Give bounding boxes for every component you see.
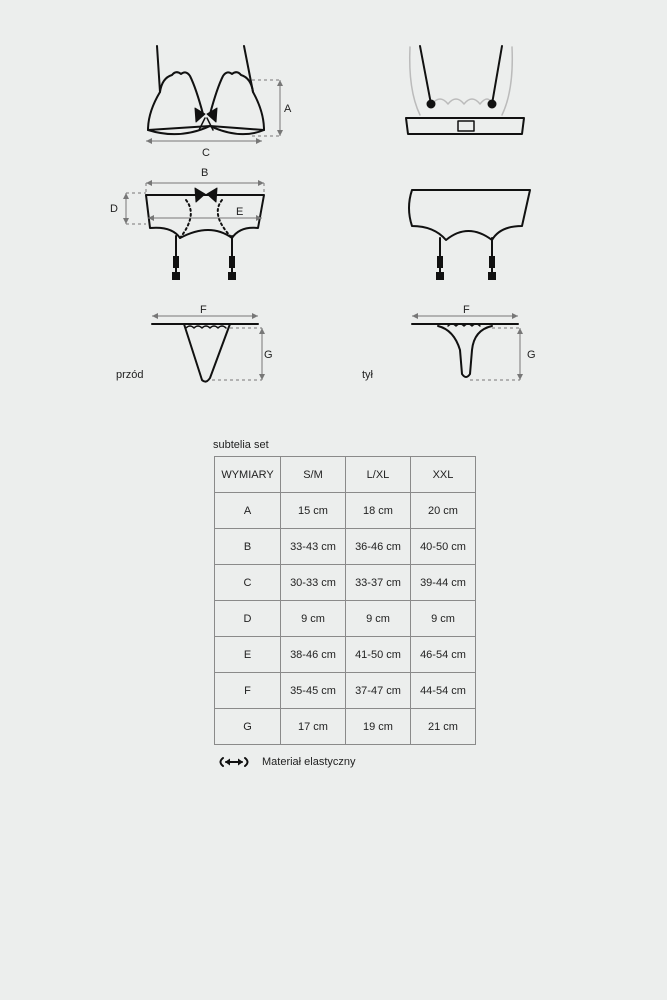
elastic-arrows-icon xyxy=(216,756,252,768)
table-cell: 41-50 cm xyxy=(346,637,411,673)
set-title: subtelia set xyxy=(213,439,269,451)
table-cell: 30-33 cm xyxy=(281,565,346,601)
table-cell: 15 cm xyxy=(281,493,346,529)
table-cell: G xyxy=(215,709,281,745)
table-cell: B xyxy=(215,529,281,565)
size-table xyxy=(214,456,476,745)
legend-label: Materiał elastyczny xyxy=(262,756,356,768)
header-cell: WYMIARY xyxy=(215,457,281,493)
table-cell: 9 cm xyxy=(281,601,346,637)
header-cell: S/M xyxy=(281,457,346,493)
bra-back-drawing xyxy=(406,46,524,134)
table-cell: 9 cm xyxy=(411,601,476,637)
table-cell: 46-54 cm xyxy=(411,637,476,673)
dimension-label-d: D xyxy=(110,203,118,215)
table-cell: 33-43 cm xyxy=(281,529,346,565)
table-cell: 35-45 cm xyxy=(281,673,346,709)
bra-front-drawing xyxy=(148,46,264,134)
table-cell: 37-47 cm xyxy=(346,673,411,709)
table-header-row xyxy=(215,457,476,493)
table-cell: 18 cm xyxy=(346,493,411,529)
table-cell: 21 cm xyxy=(411,709,476,745)
header-cell: L/XL xyxy=(346,457,411,493)
table-row xyxy=(215,529,476,565)
dimension-label-e: E xyxy=(236,206,244,218)
table-cell: A xyxy=(215,493,281,529)
table-row xyxy=(215,637,476,673)
table-cell: 36-46 cm xyxy=(346,529,411,565)
table-cell: D xyxy=(215,601,281,637)
dimension-label-f-back: F xyxy=(463,304,470,316)
table-row xyxy=(215,601,476,637)
header-cell: XXL xyxy=(411,457,476,493)
dimension-label-g-front: G xyxy=(264,349,273,361)
table-row xyxy=(215,673,476,709)
table-cell: 19 cm xyxy=(346,709,411,745)
dimension-label-f-front: F xyxy=(200,304,207,316)
table-cell: F xyxy=(215,673,281,709)
table-cell: 20 cm xyxy=(411,493,476,529)
table-cell: 17 cm xyxy=(281,709,346,745)
table-cell: 9 cm xyxy=(346,601,411,637)
table-cell: 44-54 cm xyxy=(411,673,476,709)
table-cell: 39-44 cm xyxy=(411,565,476,601)
legend xyxy=(216,756,356,768)
garter-belt-front-drawing xyxy=(146,195,264,274)
table-cell: E xyxy=(215,637,281,673)
garter-belt-back-drawing xyxy=(409,190,530,274)
table-row xyxy=(215,709,476,745)
table-cell: C xyxy=(215,565,281,601)
thong-front-drawing xyxy=(152,324,258,382)
table-row xyxy=(215,565,476,601)
garment-diagram xyxy=(0,0,667,420)
front-view-label: przód xyxy=(116,369,144,381)
table-cell: 38-46 cm xyxy=(281,637,346,673)
thong-back-drawing xyxy=(412,324,518,377)
dimension-label-c: C xyxy=(202,147,210,159)
dimension-label-g-back: G xyxy=(527,349,536,361)
table-cell: 40-50 cm xyxy=(411,529,476,565)
back-view-label: tył xyxy=(362,369,373,381)
dimension-label-b: B xyxy=(201,167,209,179)
table-row xyxy=(215,493,476,529)
dimension-label-a: A xyxy=(284,103,292,115)
table-cell: 33-37 cm xyxy=(346,565,411,601)
